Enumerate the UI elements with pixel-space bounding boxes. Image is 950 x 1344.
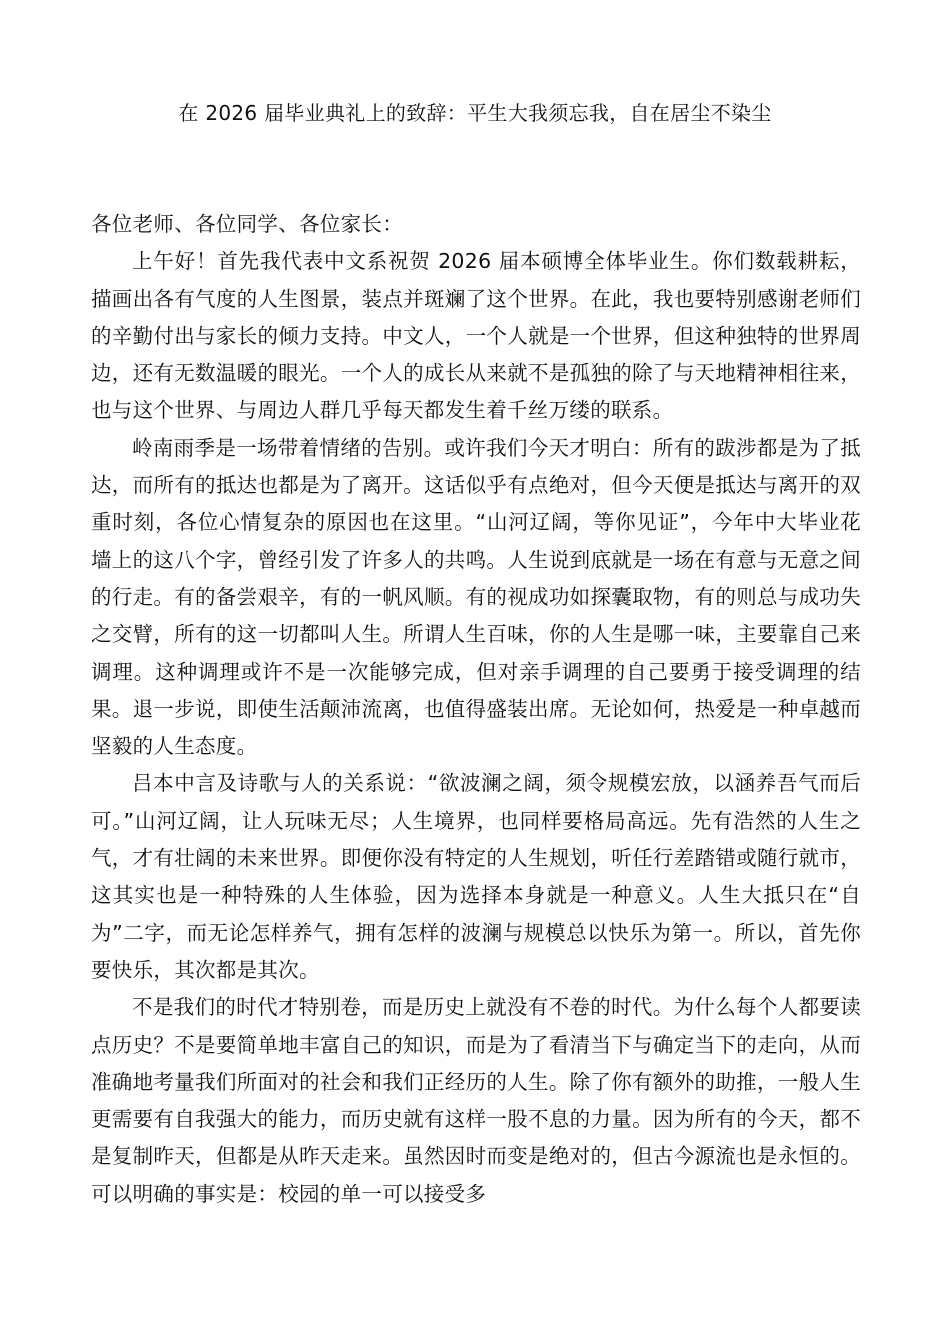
paragraph-greeting: 上午好！首先我代表中文系祝贺 2026 届本硕博全体毕业生。你们数载耕耘，描画出各有气度的人生图景，装点并斑斓了这个世界。在此，我也要特别感谢老师们的辛勤付出与家长的倾力支持。中文人，一个人就是一个世界，但这种独特的世界周边，还有无数温暖的眼光。一个人的成长从来就不是孤独的除了与天地精神相往来，也与这个世界、与周边人群几乎每天都发生着千丝万缕的联系。: [91, 249, 861, 423]
paragraph-lv-benzhong: 吕本中言及诗歌与人的关系说：“欲波澜之阔，须令规模宏放，以涵养吾气而后可。”山河辽阔，让人玩味无尽；人生境界，也同样要格局高远。先有浩然的人生之气，才有壮阔的未来世界。即便你没有特定的人生规划，听任行差踏错或随行就市，这其实也是一种特殊的人生体验，因为选择本身就是一种意义。人生大抵只在“自为”二字，而无论怎样养气，拥有怎样的波澜与规模总以快乐为第一。所以，首先你要快乐，其次都是其次。: [91, 771, 861, 982]
paragraph-farewell: 岭南雨季是一场带着情绪的告别。或许我们今天才明白：所有的跋涉都是为了抵达，而所有的抵达也都是为了离开。这话似乎有点绝对，但今天便是抵达与离开的双重时刻，各位心情复杂的原因也在这里。“山河辽阔，等你见证”，今年中大毕业花墙上的这八个字，曾经引发了许多人的共鸣。人生说到底就是一场在有意与无意之间的行走。有的备尝艰辛，有的一帆风顺。有的视成功如探囊取物，有的则总与成功失之交臂，所有的这一切都叫人生。所谓人生百味，你的人生是哪一味，主要靠自己来调理。这种调理或许不是一次能够完成，但对亲手调理的自己要勇于接受调理的结果。退一步说，即使生活颠沛流离，也值得盛装出席。无论如何，热爱是一种卓越而坚毅的人生态度。: [91, 435, 861, 759]
document-body: [91, 206, 861, 1213]
document-title: 在 2026 届毕业典礼上的致辞：平生大我须忘我，自在居尘不染尘: [178, 101, 772, 125]
salutation: 各位老师、各位同学、各位家长：: [91, 212, 403, 236]
paragraph-history: 不是我们的时代才特别卷，而是历史上就没有不卷的时代。为什么每个人都要读点历史？不是要简单地丰富自己的知识，而是为了看清当下与确定当下的走向，从而准确地考量我们所面对的社会和我们正经历的人生。除了你有额外的助推，一般人生更需要有自我强大的能力，而历史就有这样一股不息的力量。因为所有的今天，都不是复制昨天，但都是从昨天走来。虽然因时而变是绝对的，但古今源流也是永恒的。可以明确的事实是：校园的单一可以接受多: [91, 995, 861, 1206]
